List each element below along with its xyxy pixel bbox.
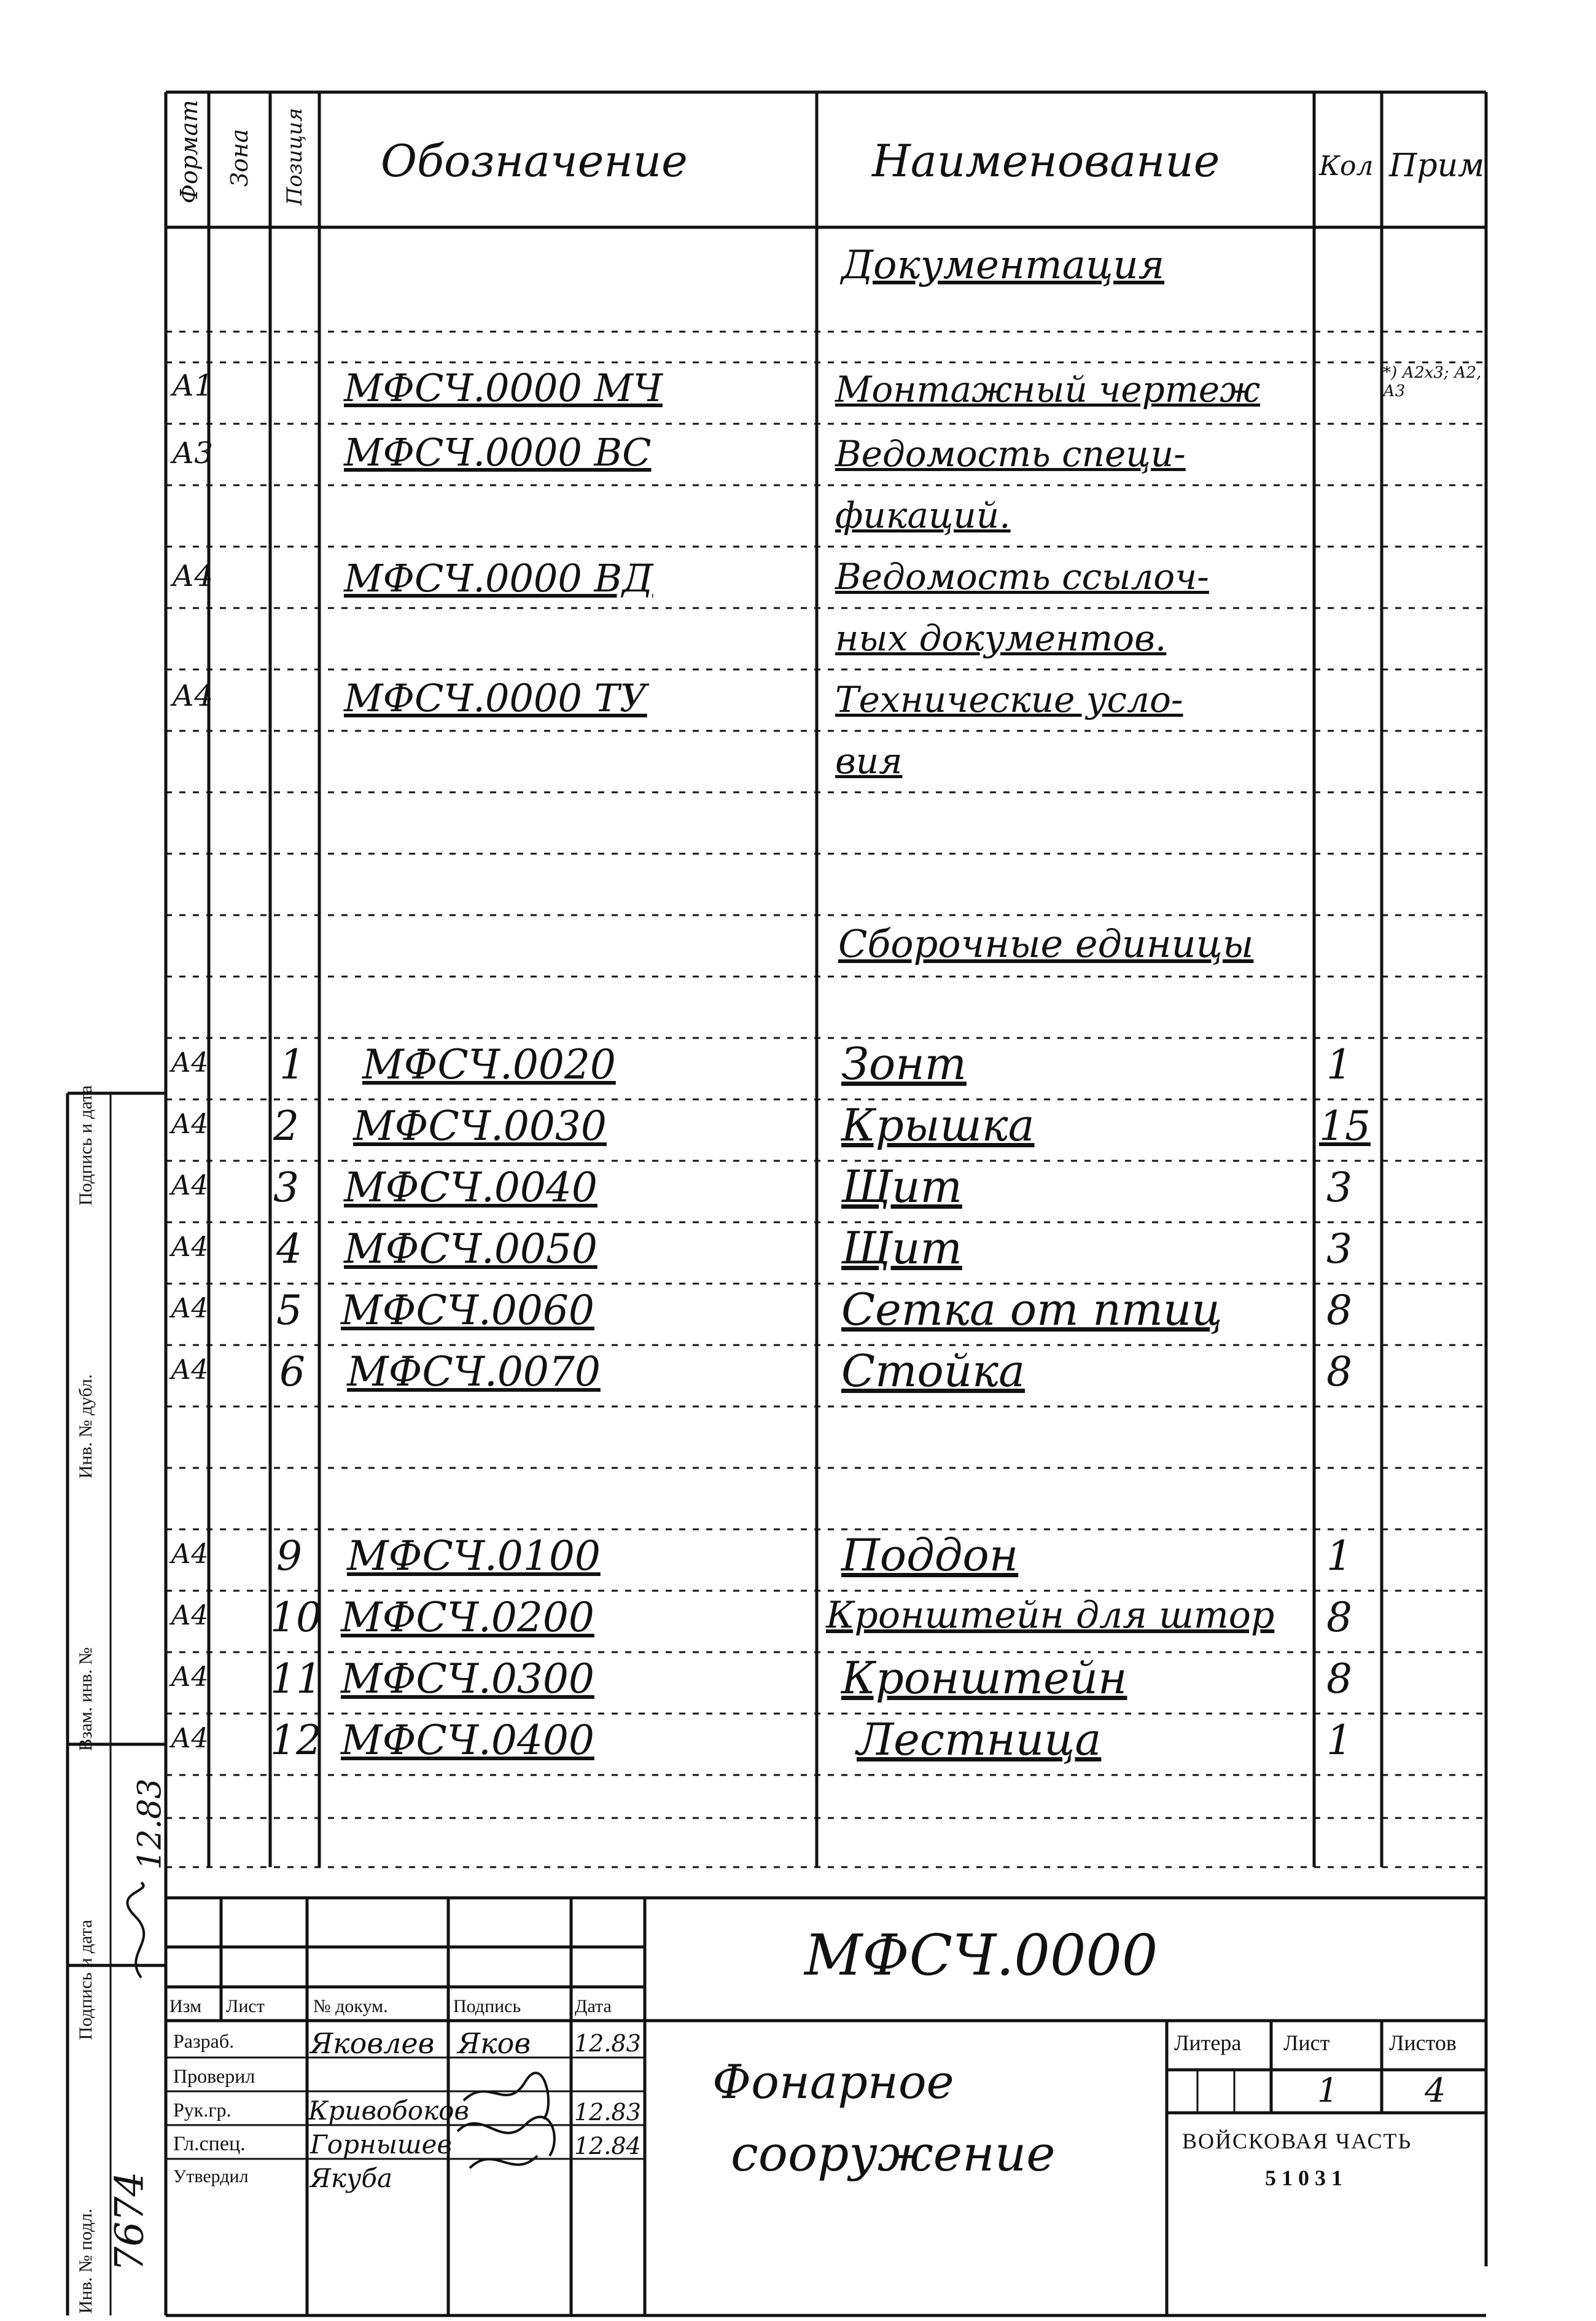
sign-date: 12.83 — [574, 2030, 641, 2057]
item-pos: 4 — [276, 1225, 302, 1273]
item-pos: 11 — [270, 1655, 322, 1703]
doc-format: А1 — [172, 369, 213, 403]
item-qty: 3 — [1326, 1225, 1352, 1273]
item-name: Сетка от птиц — [841, 1284, 1223, 1335]
role-label: Проверил — [173, 2065, 255, 2087]
item-pos: 10 — [270, 1594, 322, 1641]
header-qty: Кол — [1319, 150, 1374, 182]
item-pos: 1 — [279, 1041, 305, 1088]
item-name: Щит — [841, 1161, 962, 1212]
person-name: Кривобоков — [308, 2096, 469, 2126]
doc-name-cont: ных документов. — [835, 617, 1167, 659]
item-name: Зонт — [841, 1038, 967, 1090]
side-label: Инв. № подл. — [76, 2209, 96, 2314]
role-label: Рук.гр. — [173, 2099, 232, 2121]
item-format: А4 — [171, 1539, 209, 1570]
header-format: Формат — [176, 99, 203, 204]
sheet-number: 1 — [1317, 2071, 1339, 2110]
item-qty: 15 — [1319, 1102, 1371, 1150]
hdr-izm: Изм — [169, 1996, 202, 2016]
item-format: А4 — [171, 1170, 209, 1201]
item-format: А4 — [171, 1661, 209, 1693]
role-label: Гл.спец. — [173, 2132, 246, 2155]
side-stamp-labels — [76, 1085, 96, 2314]
role-label: Разраб. — [173, 2030, 235, 2052]
item-pos: 12 — [270, 1717, 322, 1764]
doc-format: А4 — [172, 679, 213, 713]
item-format: А4 — [171, 1109, 209, 1140]
item-designation: МФСЧ.0400 — [341, 1717, 594, 1764]
hdr-date: Дата — [575, 1996, 612, 2016]
item-designation: МФСЧ.0020 — [362, 1041, 616, 1088]
signature: Яков — [457, 2027, 531, 2060]
side-label: Взам. инв. № — [76, 1647, 96, 1752]
sheet-label: Лист — [1283, 2030, 1330, 2055]
section-assembly-units: Сборочные единицы — [838, 921, 1254, 966]
header-note: Прим — [1389, 147, 1485, 184]
section-documentation: Документация — [841, 243, 1165, 288]
person-name: Якуба — [310, 2163, 393, 2193]
hdr-list: Лист — [226, 1996, 265, 2016]
doc-name-cont: фикаций. — [835, 494, 1011, 536]
document-code: МФСЧ.0000 — [804, 1922, 1158, 1988]
item-pos: 2 — [273, 1102, 299, 1150]
hdr-sign: Подпись — [453, 1996, 521, 2016]
item-pos: 6 — [279, 1348, 305, 1395]
sheets-label: Листов — [1389, 2030, 1457, 2055]
side-label: Подпись и дата — [76, 1919, 96, 2040]
item-qty: 3 — [1326, 1164, 1352, 1211]
doc-name: Ведомость ссылоч- — [835, 556, 1209, 598]
item-designation: МФСЧ.0200 — [341, 1594, 594, 1641]
title-line-2: сооружение — [731, 2125, 1056, 2182]
doc-designation: МФСЧ.0000 ТУ — [344, 676, 647, 720]
item-designation: МФСЧ.0100 — [347, 1532, 601, 1580]
header-designation: Обозначение — [381, 135, 688, 187]
item-pos: 3 — [273, 1164, 299, 1211]
item-name: Кронштейн — [841, 1652, 1127, 1704]
doc-designation: МФСЧ.0000 ВС — [344, 430, 652, 475]
side-label: Подпись и дата — [76, 1085, 96, 1206]
item-qty: 8 — [1326, 1287, 1352, 1334]
item-qty: 1 — [1326, 1532, 1352, 1580]
item-pos: 5 — [276, 1287, 302, 1334]
doc-format: А4 — [172, 559, 213, 593]
item-pos: 9 — [276, 1532, 302, 1580]
doc-note: *) А2х3; А2, А3 — [1383, 364, 1482, 400]
item-name: Кронштейн для штор — [826, 1594, 1275, 1637]
person-name: Яковлев — [310, 2027, 435, 2060]
item-qty: 8 — [1326, 1348, 1352, 1395]
doc-format: А3 — [172, 436, 213, 470]
sign-date: 12.83 — [574, 2099, 641, 2126]
item-designation: МФСЧ.0300 — [341, 1655, 594, 1703]
role-label: Утвердил — [173, 2166, 249, 2186]
doc-name-cont: вия — [835, 740, 903, 782]
item-designation: МФСЧ.0050 — [344, 1225, 598, 1273]
item-qty: 8 — [1326, 1655, 1352, 1703]
title-line-1: Фонарное — [712, 2054, 954, 2109]
item-designation: МФСЧ.0040 — [344, 1164, 598, 1211]
doc-designation: МФСЧ.0000 МЧ — [344, 365, 663, 410]
header-position: Позиция — [282, 107, 307, 206]
org-number: 5 1 0 3 1 — [1265, 2166, 1342, 2190]
item-format: А4 — [171, 1231, 209, 1263]
item-designation: МФСЧ.0070 — [347, 1348, 601, 1395]
org-name: ВОЙСКОВАЯ ЧАСТЬ — [1182, 2129, 1412, 2153]
stamp-date: 12.83 — [131, 1778, 169, 1870]
inventory-number: 7674 — [107, 2171, 153, 2272]
header-name: Наименование — [872, 135, 1220, 187]
item-designation: МФСЧ.0060 — [341, 1287, 594, 1334]
signature-scribbles — [451, 2064, 568, 2186]
doc-name: Технические усло- — [835, 679, 1183, 720]
doc-name: Ведомость специ- — [835, 433, 1186, 475]
item-qty: 8 — [1326, 1594, 1352, 1641]
doc-name: Монтажный чертеж — [835, 369, 1261, 410]
side-signature — [117, 1879, 166, 1984]
person-name: Горнышев — [310, 2129, 452, 2159]
item-name: Щит — [841, 1222, 962, 1274]
item-designation: МФСЧ.0030 — [353, 1102, 607, 1150]
item-format: А4 — [171, 1047, 209, 1079]
item-name: Поддон — [841, 1529, 1019, 1581]
item-format: А4 — [171, 1600, 209, 1631]
litera-label: Литера — [1174, 2030, 1242, 2055]
side-label: Инв. № дубл. — [76, 1374, 96, 1479]
sheet-total: 4 — [1425, 2071, 1446, 2110]
hdr-doc: № докум. — [313, 1996, 388, 2016]
item-name: Крышка — [841, 1099, 1035, 1151]
item-qty: 1 — [1326, 1041, 1352, 1088]
item-format: А4 — [171, 1354, 209, 1386]
item-name: Стойка — [841, 1345, 1026, 1397]
sign-date: 12.84 — [574, 2132, 641, 2159]
item-format: А4 — [171, 1723, 209, 1754]
item-format: А4 — [171, 1293, 209, 1324]
header-zone: Зона — [226, 128, 253, 187]
doc-designation: МФСЧ.0000 ВД — [344, 556, 653, 601]
item-name: Лестница — [857, 1714, 1102, 1765]
item-qty: 1 — [1326, 1717, 1352, 1764]
